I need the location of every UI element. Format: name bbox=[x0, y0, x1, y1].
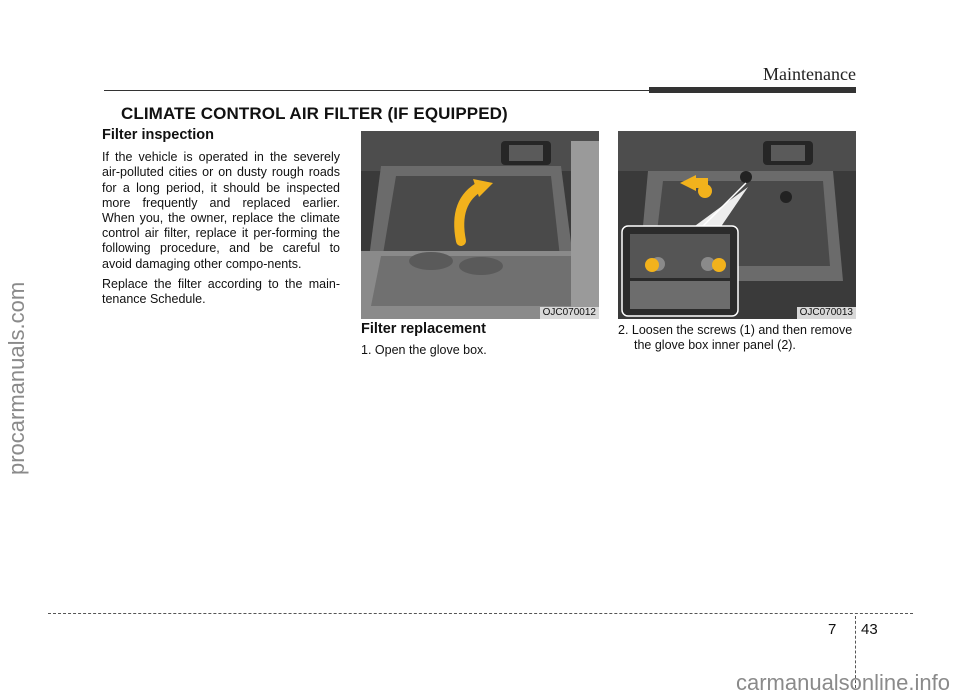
replacement-step: 1. Open the glove box. bbox=[361, 343, 487, 358]
inspection-section bbox=[102, 128, 340, 312]
inspection-paragraph: If the vehicle is operated in the severely air-polluted cities or on dusty rough roads for a long period, it should be inspected more frequently and replaced earlier. When you, the owner, replace the climate control air filter, replace it per-forming the following procedure, and be careful to avoid damaging other compo-nents. bbox=[102, 150, 340, 271]
inspection-heading: Filter inspection bbox=[102, 127, 214, 143]
section-label: Maintenance bbox=[763, 64, 856, 84]
glove-box-open-illustration bbox=[361, 131, 599, 319]
inspection-paragraph: Replace the filter according to the main-tenance Schedule. bbox=[102, 276, 340, 307]
replacement-heading: Filter replacement bbox=[361, 321, 486, 337]
chapter-number: 7 bbox=[828, 621, 837, 638]
replacement-step: 2. Loosen the screws (1) and then remove the glove box inner panel (2). bbox=[618, 323, 853, 353]
header-rule bbox=[104, 90, 649, 91]
page-title: CLIMATE CONTROL AIR FILTER (IF EQUIPPED) bbox=[121, 104, 508, 123]
glove-box-panel-illustration bbox=[618, 131, 856, 319]
replacement-section bbox=[361, 322, 599, 358]
figure-code: OJC070013 bbox=[797, 307, 856, 319]
footer-rule bbox=[48, 613, 913, 614]
page-number: 43 bbox=[861, 621, 878, 638]
side-watermark: procarmanuals.com bbox=[4, 281, 29, 475]
header-bar bbox=[649, 87, 856, 93]
figure-code: OJC070012 bbox=[540, 307, 599, 319]
replacement-step-2-section bbox=[618, 323, 858, 353]
glove-box-panel-photo bbox=[618, 131, 856, 319]
glove-box-open-photo bbox=[361, 131, 599, 319]
bottom-watermark: carmanualsonline.info bbox=[735, 670, 950, 695]
